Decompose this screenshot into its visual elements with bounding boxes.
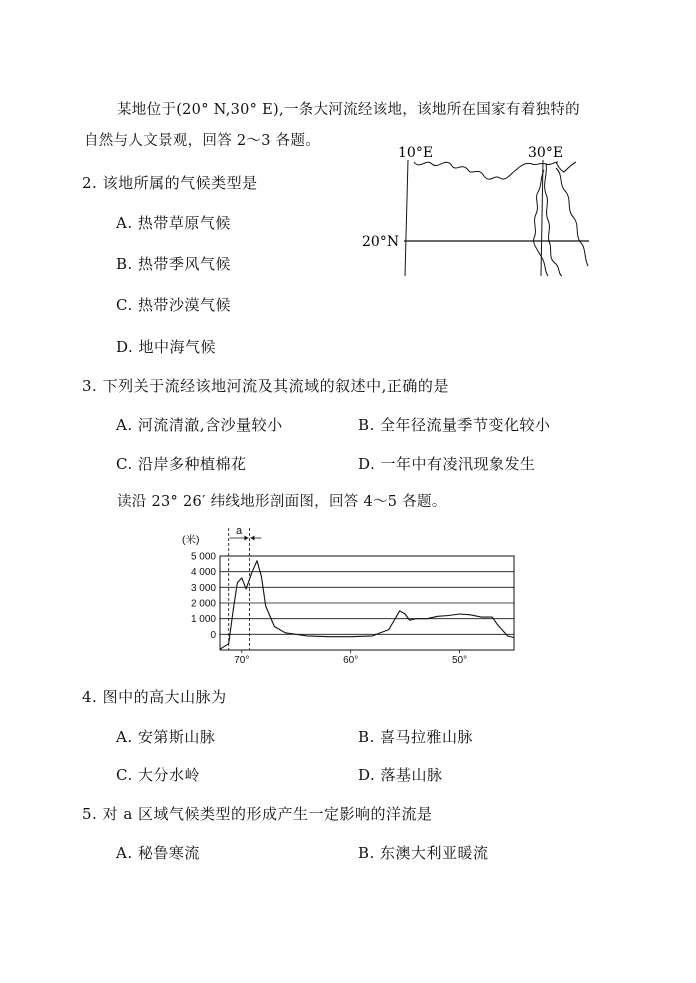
question-3-option-a: A. 河流清澈,含沙量较小 — [116, 416, 283, 434]
y-tick-label: 0 — [210, 629, 216, 641]
location-map — [360, 140, 600, 280]
map-label-10e: 10°E — [398, 145, 434, 161]
meridian-10e — [405, 160, 408, 276]
x-tick-label: 60° — [343, 655, 359, 666]
coastline — [414, 162, 558, 179]
question-2-option-d: D. 地中海气候 — [116, 338, 217, 356]
y-tick-label: 4 000 — [190, 567, 216, 579]
map-label-30e: 30°E — [528, 145, 564, 161]
question-4-option-a: A. 安第斯山脉 — [116, 728, 216, 746]
question-5-option-b: B. 东澳大利亚暖流 — [358, 844, 489, 862]
y-axis-label: (米) — [182, 534, 200, 546]
y-tick-label: 5 000 — [190, 551, 216, 563]
x-tick-label: 70° — [234, 655, 250, 666]
question-3-option-c: C. 沿岸多种植棉花 — [116, 455, 247, 473]
region-a-label: a — [235, 525, 243, 537]
question-2-option-b: B. 热带季风气候 — [116, 255, 232, 273]
red-sea-east-coast — [556, 168, 588, 266]
y-tick-label: 1 000 — [190, 614, 216, 626]
question-5-option-a: A. 秘鲁寒流 — [116, 844, 200, 862]
question-4-option-c: C. 大分水岭 — [116, 766, 200, 784]
terrain-profile-line — [220, 561, 514, 650]
question-3-option-d: D. 一年中有凌汛现象发生 — [358, 455, 536, 473]
question-4-option-d: D. 落基山脉 — [358, 766, 443, 784]
question-3-stem: 3. 下列关于流经该地河流及其流域的叙述中,正确的是 — [82, 377, 449, 395]
question-4-option-b: B. 喜马拉雅山脉 — [358, 728, 474, 746]
question-4-stem: 4. 图中的高大山脉为 — [82, 688, 227, 706]
question-3-option-b: B. 全年径流量季节变化较小 — [358, 416, 551, 434]
intro-paragraph-2: 读沿 23° 26′ 纬线地形剖面图，回答 4～5 各题。 — [117, 494, 447, 510]
red-sea-west-coast — [545, 164, 562, 276]
question-2-option-c: C. 热带沙漠气候 — [116, 296, 231, 314]
sinai-coast — [556, 162, 576, 172]
intro-paragraph-line1: 某地位于(20° N,30° E),一条大河流经该地，该地所在国家有着独特的 — [117, 102, 580, 118]
intro-paragraph-line2: 自然与人文景观，回答 2～3 各题。 — [84, 133, 321, 149]
question-2-stem: 2. 该地所属的气候类型是 — [82, 174, 258, 192]
terrain-profile-svg — [180, 522, 520, 666]
map-label-20n: 20°N — [362, 234, 400, 250]
terrain-profile-chart — [180, 522, 520, 670]
question-2-option-a: A. 热带草原气候 — [116, 214, 231, 232]
y-tick-label: 3 000 — [190, 582, 216, 594]
x-tick-label: 50° — [451, 655, 468, 666]
region-a-arrow — [244, 536, 248, 541]
question-5-stem: 5. 对 a 区域气候类型的形成产生一定影响的洋流是 — [82, 805, 433, 823]
y-tick-label: 2 000 — [190, 598, 216, 610]
region-a-outer-arrow — [250, 536, 254, 541]
